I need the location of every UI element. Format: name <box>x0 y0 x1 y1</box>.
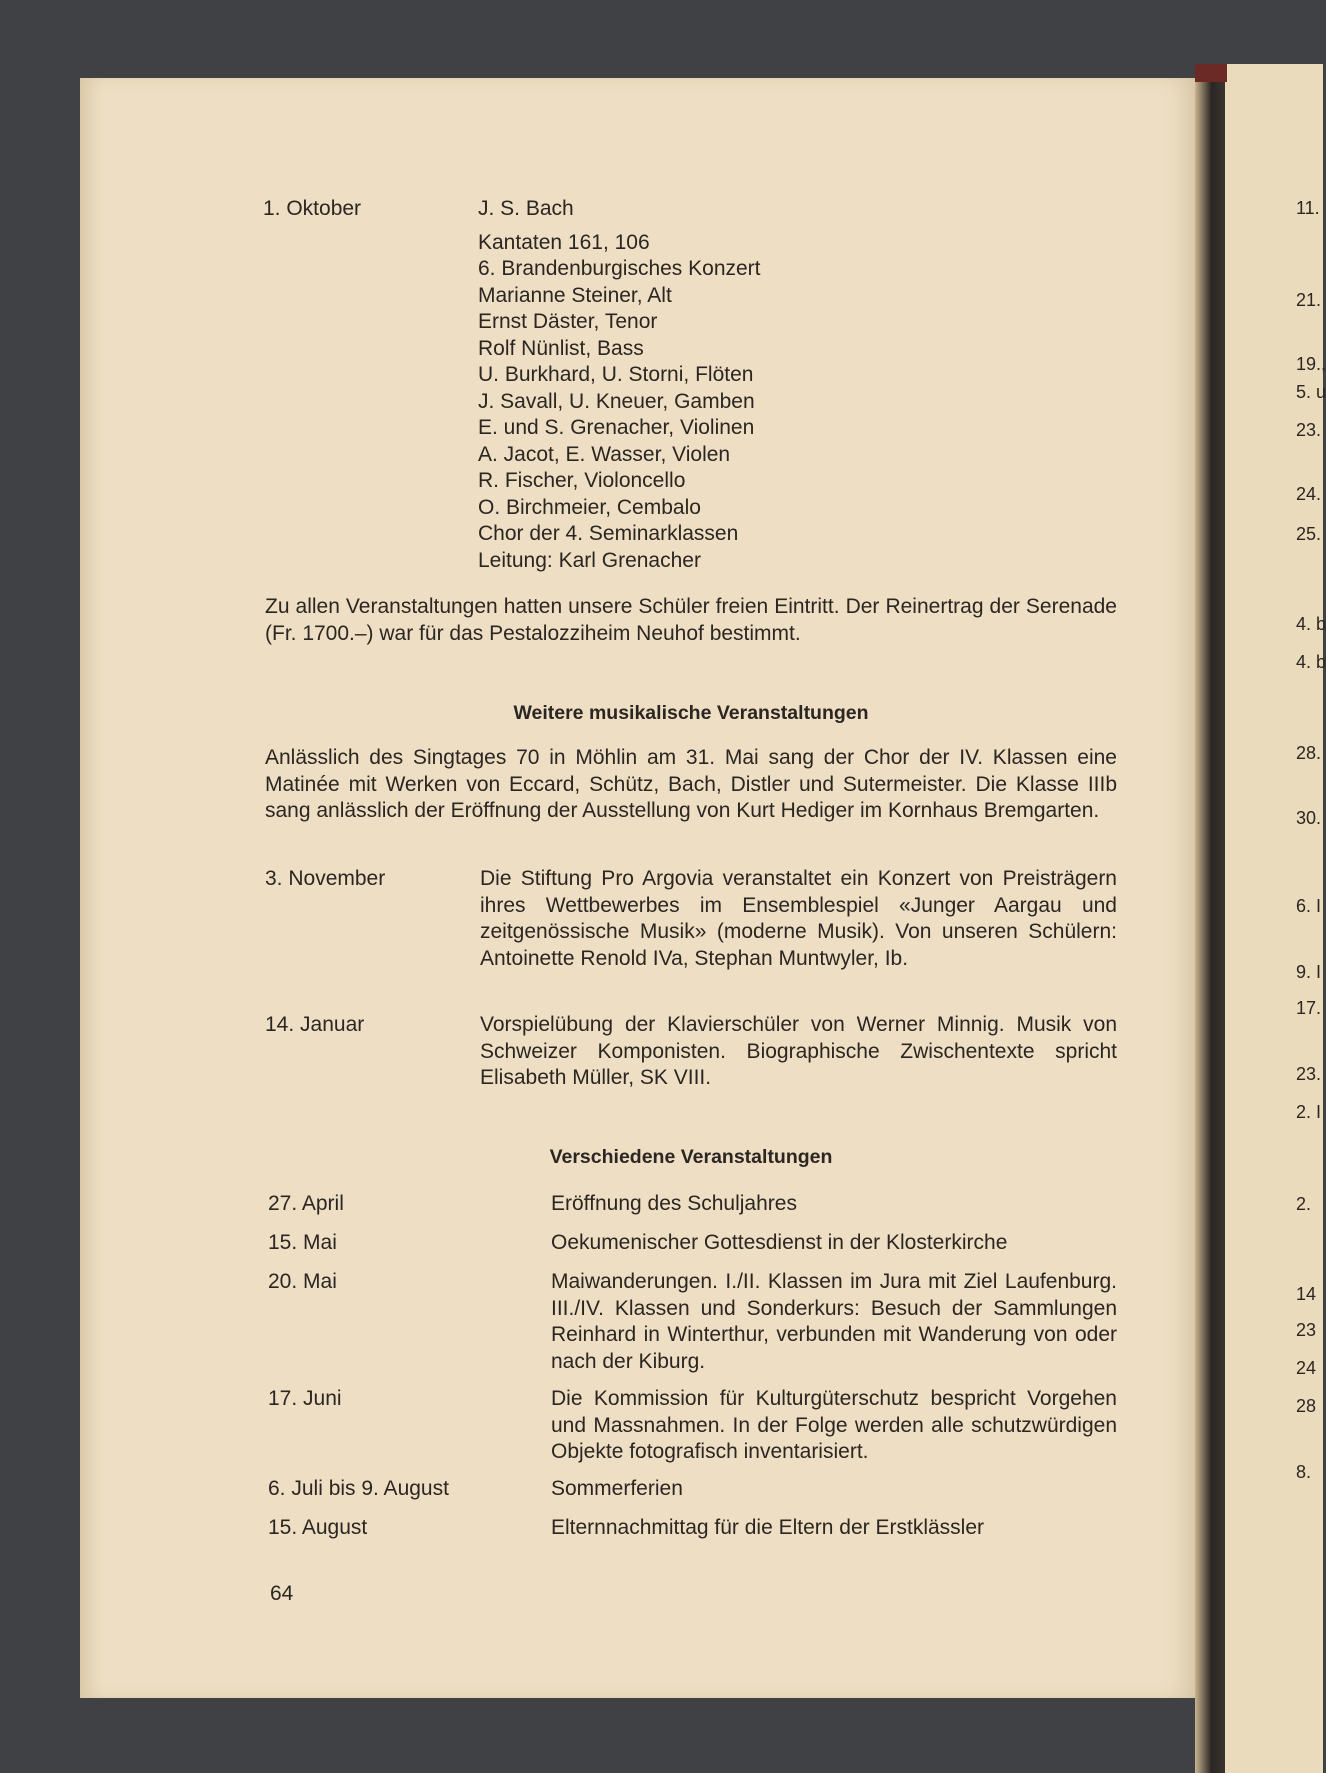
program-line: Leitung: Karl Grenacher <box>478 548 701 572</box>
event-date: 14. Januar <box>265 1013 365 1036</box>
program-line: A. Jacot, E. Wasser, Violen <box>478 442 731 466</box>
program-line: U. Burkhard, U. Storni, Flöten <box>478 363 754 386</box>
event-text: Maiwanderungen. I./II. Klassen im Jura mit Ziel Laufenburg. III./IV. Klassen und Sonderkurs: Besuch der Sammlungen Reinhard in Winterthur, verbunden mit Wanderung von oder nach der Kiburg. <box>551 1270 1117 1373</box>
program-line: Chor der 4. Seminarklassen <box>478 522 739 545</box>
section-heading-various: Verschiedene Veranstaltungen <box>549 1146 833 1168</box>
program-line: E. und S. Grenacher, Violinen <box>478 416 755 439</box>
facing-page-fragment: 23. <box>1296 420 1322 440</box>
facing-page-fragment: 4. b <box>1296 614 1326 634</box>
intro-paragraph: Zu allen Veranstaltungen hatten unsere Schüler freien Eintritt. Der Reinertrag der Serenade (Fr. 1700.–) war für das Pestalozziheim Neuhof bestimmt. <box>265 595 1117 645</box>
concert-program <box>478 196 858 574</box>
facing-page-fragment: 4. b <box>1296 652 1326 672</box>
facing-page-fragment: 14 <box>1296 1284 1317 1304</box>
event-date: 27. April <box>268 1192 344 1215</box>
facing-page-fragment: 5. u <box>1296 382 1326 402</box>
program-line: J. S. Bach <box>478 197 574 220</box>
music-paragraph: Anlässlich des Singtages 70 in Möhlin am 31. Mai sang der Chor der IV. Klassen eine Matinée mit Werken von Eccard, Schütz, Bach, Distler und Sutermeister. Die Klasse IIIb sang anlässlich der Eröffnung der Ausstellung von Kurt Hediger im Kornhaus Bremgarten. <box>265 746 1117 822</box>
event-date: 6. Juli bis 9. August <box>268 1477 449 1500</box>
event-date: 20. Mai <box>268 1270 337 1293</box>
event-date: 15. August <box>268 1516 368 1539</box>
event-text: Die Kommission für Kulturgüterschutz bespricht Vorgehen und Massnahmen. In der Folge werden alle schutzwürdigen Objekte fotografisch inventarisiert. <box>551 1387 1117 1463</box>
event-text: Elternnachmittag für die Eltern der Erstklässler <box>551 1516 985 1539</box>
facing-page-fragment: 30. <box>1296 808 1322 828</box>
facing-page-fragment: 9. I <box>1296 962 1322 982</box>
program-line: Ernst Däster, Tenor <box>478 310 658 333</box>
facing-page-fragment: 19., <box>1296 354 1326 374</box>
facing-page-fragment: 2. I <box>1296 1102 1322 1122</box>
concert-date: 1. Oktober <box>263 197 362 220</box>
program-line: 6. Brandenburgisches Konzert <box>478 257 761 280</box>
facing-page-fragment: 17. <box>1296 998 1322 1018</box>
facing-page <box>1222 64 1323 1773</box>
event-date: 17. Juni <box>268 1387 342 1410</box>
facing-page-fragment: 11. <box>1296 198 1320 218</box>
event-date: 15. Mai <box>268 1231 337 1254</box>
section-heading-music: Weitere musikalische Veranstaltungen <box>513 702 869 724</box>
event-text: Sommerferien <box>551 1477 683 1500</box>
facing-page-fragment: 28 <box>1296 1396 1317 1416</box>
facing-page-fragment: 2. <box>1296 1194 1312 1214</box>
facing-page-fragment: 24. <box>1296 484 1322 504</box>
program-line: J. Savall, U. Kneuer, Gamben <box>478 389 755 413</box>
facing-page-fragment: 6. I <box>1296 896 1322 916</box>
program-line: Kantaten 161, 106 <box>478 230 650 254</box>
program-line: Rolf Nünlist, Bass <box>478 336 644 360</box>
program-line: R. Fischer, Violoncello <box>478 469 686 492</box>
event-text: Vorspielübung der Klavierschüler von Werner Minnig. Musik von Schweizer Komponisten. Biographische Zwischentexte spricht Elisabeth Müller, SK VIII. <box>480 1013 1117 1089</box>
facing-page-fragment: 25. <box>1296 524 1322 544</box>
program-line: Marianne Steiner, Alt <box>478 283 672 307</box>
facing-page-fragment: 24 <box>1296 1358 1317 1378</box>
facing-page-fragment: 23. <box>1296 1064 1322 1084</box>
book-gutter <box>1195 64 1225 1773</box>
facing-page-fragment: 28. <box>1296 743 1322 763</box>
facing-page-fragment: 21. <box>1296 290 1322 310</box>
event-text: Oekumenischer Gottesdienst in der Klosterkirche <box>551 1231 1008 1254</box>
facing-page-fragment: 8. <box>1296 1462 1312 1482</box>
event-text: Eröffnung des Schuljahres <box>551 1192 797 1215</box>
facing-page-fragment: 23 <box>1296 1320 1317 1340</box>
page-number: 64 <box>270 1582 294 1605</box>
bookmark-ribbon <box>1195 64 1227 82</box>
event-text: Die Stiftung Pro Argovia veranstaltet ein Konzert von Preisträgern ihres Wettbewerbes im Ensemblespiel «Junger Aargau und zeitgenössische Musik» (moderne Musik). Von unseren Schülern: Antoinette Renold IVa, Stephan Muntwyler, Ib. <box>480 867 1117 970</box>
program-line: O. Birchmeier, Cembalo <box>478 495 701 519</box>
event-date: 3. November <box>265 867 386 890</box>
